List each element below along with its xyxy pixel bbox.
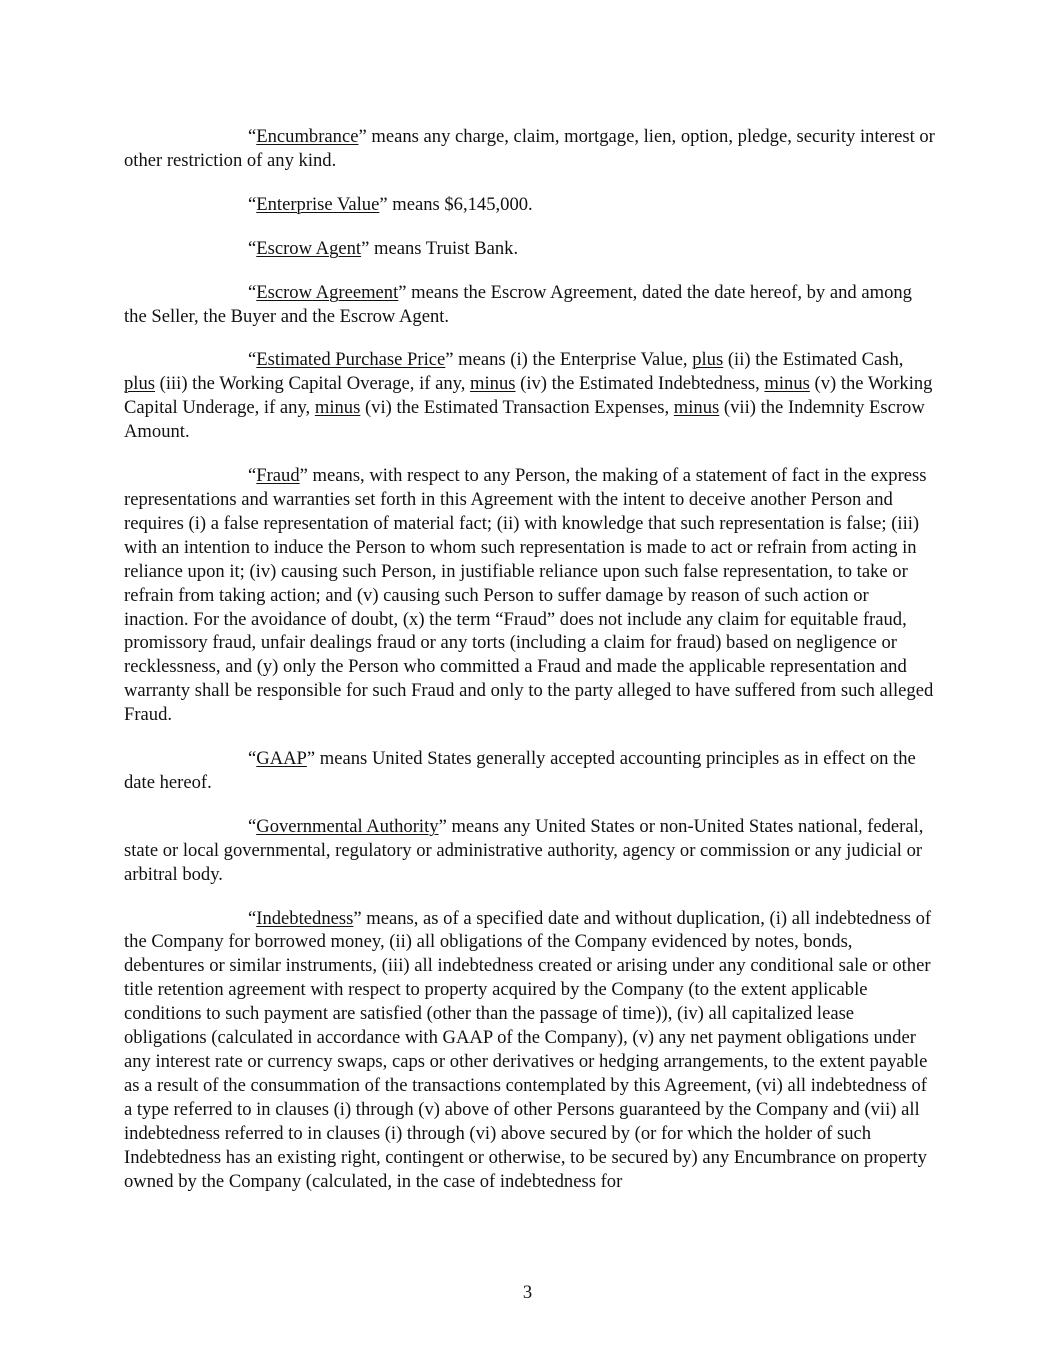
definition-text: (iii) the Working Capital Overage, if any, [155, 373, 471, 395]
definition-text: (vii) the Indemnity Escrow Amount. [124, 397, 925, 443]
definition-text: ” means, as of a specified date and without duplication, (i) all indebtedness of the Company for borrowed money, (ii) all obligations of the Company evidenced by notes, bonds, debentures or similar instruments, (iii) all indebtedness created or arising under any conditional sale or other title retention agreement with respect to property acquired by the Company (to the extent applicable conditions to such payment are satisfied (other than the passage of time)), (iv) all capitalized lease obligations (calculated in accordance with GAAP of the Company), (v) any net payment obligations under any interest rate or currency swaps, caps or other derivatives or hedging arrangements, to the extent payable as a result of the consummation of the transactions contemplated by this Agreement, (vi) all indebtedness of a type referred to in clauses (i) through (v) above of other Persons guaranteed by the Company and (vii) all indebtedness referred to in clauses (i) through (vi) above secured by (or for which the holder of such Indebtedness has an existing right, contingent or otherwise, to be secured by) any Encumbrance on property owned by the Company (calculated, in the case of indebtedness for [124, 907, 932, 1192]
defined-term-escrow-agreement: Escrow Agreement [256, 281, 399, 303]
definition-text: ” means Truist Bank. [361, 237, 519, 259]
definition-enterprise-value [124, 193, 936, 217]
definition-indebtedness [124, 907, 936, 1194]
open-quote: “ [248, 907, 257, 929]
operator-minus: minus [764, 373, 810, 395]
definition-text: ” means (i) the Enterprise Value, [445, 349, 693, 371]
operator-plus: plus [124, 373, 155, 395]
defined-term-enterprise-value: Enterprise Value [256, 193, 380, 215]
operator-minus: minus [314, 397, 361, 419]
definition-encumbrance [124, 125, 936, 173]
definition-text: ” means $6,145,000. [379, 193, 533, 215]
open-quote: “ [248, 281, 257, 303]
operator-minus: minus [673, 397, 720, 419]
open-quote: “ [248, 237, 257, 259]
defined-term-indebtedness: Indebtedness [256, 907, 354, 929]
definition-text: ” means, with respect to any Person, the making of a statement of fact in the express representations and warranties set forth in this Agreement with the intent to deceive another Person and requires (i) a false representation of material fact; (ii) with knowledge that such representation is false; (iii) with an intention to induce the Person to whom such representation is made to act or refrain from acting in reliance upon it; (iv) causing such Person, in justifiable reliance upon such false representation, to take or refrain from taking action; and (v) causing such Person to suffer damage by reason of such action or inaction. For the avoidance of doubt, (x) the term “Fraud” does not include any claim for equitable fraud, promissory fraud, unfair dealings fraud or any torts (including a claim for fraud) based on negligence or recklessness, and (y) only the Person who committed a Fraud and made the applicable representation and warranty shall be responsible for such Fraud and only to the party alleged to have suffered from such alleged Fraud. [124, 465, 934, 726]
operator-minus: minus [470, 373, 516, 395]
defined-term-fraud: Fraud [256, 465, 300, 487]
open-quote: “ [248, 815, 257, 837]
open-quote: “ [248, 465, 257, 487]
document-body [124, 125, 936, 1213]
definition-escrow-agreement [124, 281, 936, 329]
defined-term-gaap: GAAP [256, 748, 307, 770]
open-quote: “ [248, 349, 257, 371]
definition-text: (vi) the Estimated Transaction Expenses, [360, 397, 674, 419]
operator-plus: plus [692, 349, 724, 371]
definition-text: (v) the Working Capital Underage, if any, [124, 373, 933, 419]
open-quote: “ [248, 193, 257, 215]
page-number: 3 [522, 1282, 533, 1303]
definition-text: (iv) the Estimated Indebtedness, [515, 373, 765, 395]
definition-text: (ii) the Estimated Cash, [723, 349, 904, 371]
definition-fraud [124, 464, 936, 727]
definition-text: ” means the Escrow Agreement, dated the date hereof, by and among the Seller, the Buyer and the Escrow Agent. [124, 281, 912, 327]
definition-estimated-purchase-price [124, 348, 936, 444]
definition-text: ” means any charge, claim, mortgage, lien, option, pledge, security interest or other restriction of any kind. [124, 126, 935, 171]
defined-term-estimated-purchase-price: Estimated Purchase Price [256, 349, 446, 371]
definition-escrow-agent [124, 237, 936, 261]
defined-term-escrow-agent: Escrow Agent [256, 237, 362, 259]
defined-term-encumbrance: Encumbrance [256, 126, 359, 147]
definition-text: ” means United States generally accepted accounting principles as in effect on the date hereof. [124, 748, 916, 793]
open-quote: “ [248, 748, 257, 770]
defined-term-governmental-authority: Governmental Authority [256, 815, 439, 837]
definition-text: ” means any United States or non-United States national, federal, state or local governmental, regulatory or administrative authority, agency or commission or any judicial or arbitral body. [124, 815, 924, 885]
definition-gaap [124, 747, 936, 795]
open-quote: “ [248, 126, 257, 147]
definition-governmental-authority [124, 815, 936, 887]
